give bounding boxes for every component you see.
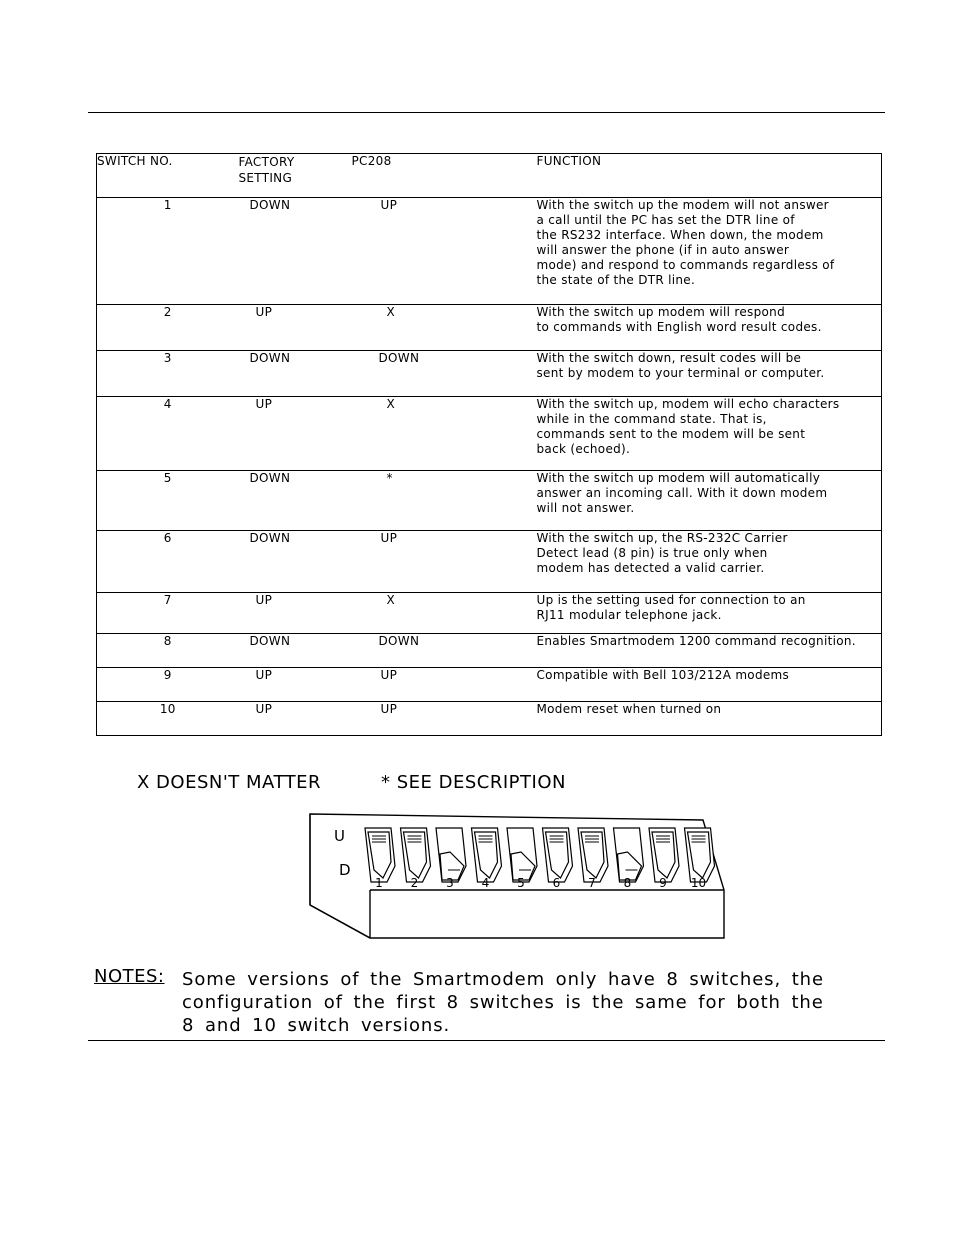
table-row xyxy=(97,351,882,397)
switch-number-label: 6 xyxy=(552,876,561,890)
factory-setting: DOWN xyxy=(239,471,352,531)
function-description: With the switch up modem will automatically answer an incoming call. With it down modem will not answer. xyxy=(537,471,882,531)
switch-number-label: 8 xyxy=(623,876,632,890)
switch-settings-table xyxy=(96,153,882,736)
function-description: Enables Smartmodem 1200 command recognition. xyxy=(537,634,882,668)
function-description: With the switch up, modem will echo characters while in the command state. That is, commands sent to the modem will be sent back (echoed). xyxy=(537,397,882,471)
switch-number-label: 3 xyxy=(446,876,454,890)
function-description: With the switch up modem will respond to commands with English word result codes. xyxy=(537,305,882,351)
function-description: Up is the setting used for connection to an RJ11 modular telephone jack. xyxy=(537,593,882,634)
header-switch-no: SWITCH NO. xyxy=(97,154,239,198)
pc208-setting: DOWN xyxy=(352,634,537,668)
pc208-setting: UP xyxy=(352,702,537,736)
table-row xyxy=(97,198,882,305)
notes-text: Some versions of the Smartmodem only have 8 switches, the configuration of the first 8 switches is the same for both the 8 and 10 switch versions. xyxy=(182,969,824,1036)
header-factory-line1: FACTORY xyxy=(238,155,295,169)
switch-number-label: 1 xyxy=(375,876,383,890)
pc208-setting: UP xyxy=(352,668,537,702)
header-function: FUNCTION xyxy=(537,154,882,198)
factory-setting: DOWN xyxy=(239,351,352,397)
switch-number: 5 xyxy=(97,471,239,531)
table-row xyxy=(97,471,882,531)
switch-number-label: 5 xyxy=(517,876,525,890)
table-row xyxy=(97,702,882,736)
notes-label: NOTES: xyxy=(94,966,165,987)
function-description: Modem reset when turned on xyxy=(537,702,882,736)
function-description: With the switch up, the RS-232C Carrier Detect lead (8 pin) is true only when modem has detected a valid carrier. xyxy=(537,531,882,593)
pc208-setting: DOWN xyxy=(352,351,537,397)
factory-setting: DOWN xyxy=(239,531,352,593)
table-row xyxy=(97,531,882,593)
table-row xyxy=(97,634,882,668)
table-row xyxy=(97,593,882,634)
switch-number: 9 xyxy=(97,668,239,702)
factory-setting: DOWN xyxy=(239,198,352,305)
header-factory-setting xyxy=(239,154,352,198)
switch-number: 3 xyxy=(97,351,239,397)
header-factory-line2: SETTING xyxy=(238,171,293,185)
pc208-setting: UP xyxy=(352,198,537,305)
switch-number: 8 xyxy=(97,634,239,668)
switch-number: 2 xyxy=(97,305,239,351)
table-row xyxy=(97,668,882,702)
factory-setting: UP xyxy=(239,593,352,634)
legend-x-note: X DOESN'T MATTER xyxy=(137,772,322,793)
down-label: D xyxy=(339,861,351,879)
switch-number: 6 xyxy=(97,531,239,593)
switch-number: 7 xyxy=(97,593,239,634)
dip-switch-diagram xyxy=(305,810,730,942)
table-row xyxy=(97,397,882,471)
function-description: Compatible with Bell 103/212A modems xyxy=(537,668,882,702)
legend-star-note: * SEE DESCRIPTION xyxy=(381,772,566,793)
switch-number: 10 xyxy=(97,702,239,736)
factory-setting: UP xyxy=(239,397,352,471)
table-header-row xyxy=(97,154,882,198)
switch-number-label: 2 xyxy=(410,876,419,890)
switch-number-label: 9 xyxy=(659,876,667,890)
header-pc208: PC208 xyxy=(352,154,537,198)
factory-setting: UP xyxy=(239,668,352,702)
switch-number-label: 7 xyxy=(588,876,596,890)
pc208-setting: X xyxy=(352,397,537,471)
function-description: With the switch down, result codes will be sent by modem to your terminal or computer. xyxy=(537,351,882,397)
pc208-setting: X xyxy=(352,305,537,351)
table-row xyxy=(97,305,882,351)
switch-number: 1 xyxy=(97,198,239,305)
bottom-rule xyxy=(88,1040,885,1041)
up-label: U xyxy=(334,827,345,845)
switch-number-label: 10 xyxy=(690,876,707,890)
function-description: With the switch up the modem will not answer a call until the PC has set the DTR line of the RS232 interface. When down, the modem will answer the phone (if in auto answer mode) and respond to commands regardless of the state of the DTR line. xyxy=(537,198,882,305)
switch-number: 4 xyxy=(97,397,239,471)
factory-setting: DOWN xyxy=(239,634,352,668)
pc208-setting: * xyxy=(352,471,537,531)
top-rule xyxy=(88,112,885,113)
factory-setting: UP xyxy=(239,305,352,351)
switch-number-label: 4 xyxy=(481,876,490,890)
factory-setting: UP xyxy=(239,702,352,736)
pc208-setting: UP xyxy=(352,531,537,593)
pc208-setting: X xyxy=(352,593,537,634)
